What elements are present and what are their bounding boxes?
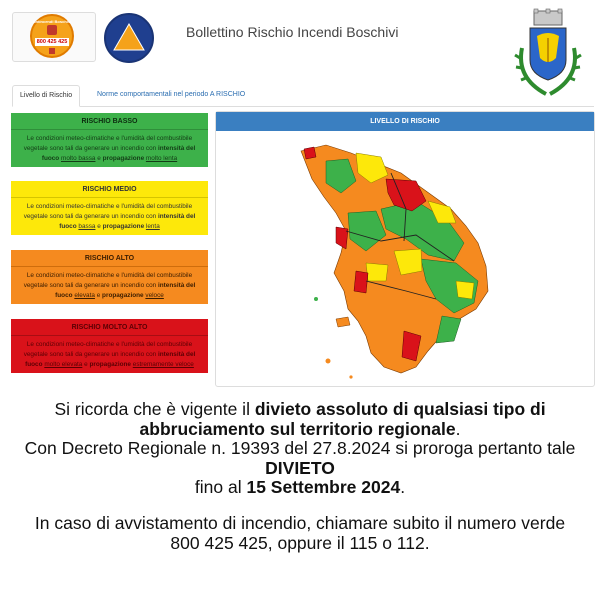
emergency-notice: In caso di avvistamento di incendio, chiamare subito il numero verde 800 425 425, oppure il 115 o 112. bbox=[34, 513, 566, 553]
logo-phone-number: 800 425 425 bbox=[36, 39, 68, 45]
risk-title: RISCHIO BASSO bbox=[11, 113, 208, 130]
risk-description: Le condizioni meteo-climatiche e l'umidità del combustibile vegetale sono tali da generare un incendio con intensità del fuoco molto bassa e propagazione molto lenta bbox=[11, 130, 208, 167]
risk-title: RISCHIO MEDIO bbox=[11, 181, 208, 198]
risk-title: RISCHIO MOLTO ALTO bbox=[11, 319, 208, 336]
risk-box-high bbox=[11, 250, 208, 304]
protezione-civile-logo bbox=[104, 13, 154, 63]
risk-description: Le condizioni meteo-climatiche e l'umidità del combustibile vegetale sono tali da generare un incendio con intensità del fuoco bassa e propagazione lenta bbox=[11, 198, 208, 235]
logo-top-text: Antincendi Boschivi bbox=[32, 19, 72, 24]
risk-box-very-high bbox=[11, 319, 208, 373]
tuscany-risk-map[interactable] bbox=[216, 131, 594, 387]
map-title: LIVELLO DI RISCHIO bbox=[216, 112, 594, 131]
risk-title: RISCHIO ALTO bbox=[11, 250, 208, 267]
risk-description: Le condizioni meteo-climatiche e l'umidità del combustibile vegetale sono tali da generare un incendio con intensità del fuoco molto elevata e propagazione estremamente veloce bbox=[11, 336, 208, 373]
antincendi-logo bbox=[30, 14, 74, 58]
tab-norme-comportamentali[interactable]: Norme comportamentali nel periodo A RISCHIO bbox=[97, 91, 246, 98]
risk-box-medium bbox=[11, 181, 208, 235]
risk-box-low bbox=[11, 113, 208, 167]
tab-livello-di-rischio[interactable]: Livello di Rischio bbox=[12, 85, 80, 107]
burning-ban-notice: Si ricorda che è vigente il divieto assoluto di qualsiasi tipo di abbruciamento sul territorio regionale. Con Decreto Regionale n. 19393 del 27.8.2024 si proroga pertanto tale DIVIETO fino al 15 Settembre 2024. bbox=[24, 399, 576, 497]
page-title: Bollettino Rischio Incendi Boschivi bbox=[186, 24, 399, 40]
risk-description: Le condizioni meteo-climatiche e l'umidità del combustibile vegetale sono tali da generare un incendio con intensità del fuoco elevata e propagazione veloce bbox=[11, 267, 208, 304]
risk-map-panel bbox=[215, 111, 595, 387]
tab-bar bbox=[12, 85, 594, 107]
